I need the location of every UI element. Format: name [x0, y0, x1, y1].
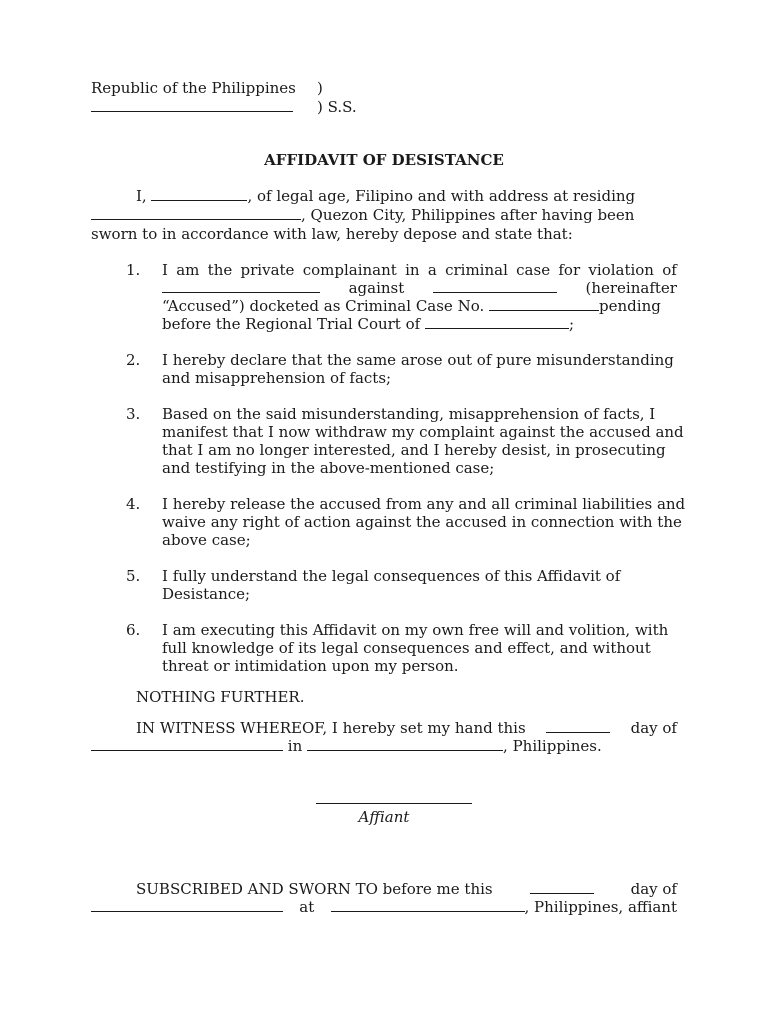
- item-6-line-3: threat or intimidation upon my person.: [162, 657, 459, 675]
- item-number: 5.: [126, 567, 141, 585]
- item-number: 3.: [126, 405, 141, 423]
- item-1-line-4: before the Regional Trial Court of ;: [162, 315, 575, 333]
- item-4-line-3: above case;: [162, 531, 251, 549]
- item-number: 1.: [126, 261, 141, 279]
- witness-place-blank: [307, 737, 503, 751]
- address-blank: [91, 206, 301, 220]
- item-1-line-3: “Accused”) docketed as Criminal Case No. pending: [162, 297, 661, 315]
- item-number: 2.: [126, 351, 141, 369]
- item-1-line-1: I am the private complainant in a criminal case for violation of: [162, 261, 677, 279]
- jurat-line-2: at , Philippines, affiant: [91, 898, 677, 916]
- document-title: AFFIDAVIT OF DESISTANCE: [264, 151, 504, 169]
- name-blank: [151, 187, 247, 201]
- jurat-place-blank: [331, 898, 525, 912]
- witness-day-blank: [546, 719, 610, 733]
- witness-line-1: IN WITNESS WHEREOF, I hereby set my hand this day of: [136, 719, 677, 737]
- affiant-signature-line: [316, 790, 472, 808]
- item-number: 6.: [126, 621, 141, 639]
- witness-month-blank: [91, 737, 283, 751]
- intro-line-2: , Quezon City, Philippines after having been: [91, 206, 634, 224]
- venue-blank: [91, 98, 293, 116]
- court-blank: [425, 315, 569, 329]
- jurat-month-blank: [91, 898, 283, 912]
- accused-blank: [433, 279, 557, 293]
- jurat-line-1: SUBSCRIBED AND SWORN TO before me this day of: [136, 880, 677, 898]
- item-number: 4.: [126, 495, 141, 513]
- item-5-line-1: I fully understand the legal consequences of this Affidavit of: [162, 567, 621, 585]
- intro-line-1: I, , of legal age, Filipino and with address at residing: [136, 187, 636, 205]
- item-5-line-2: Desistance;: [162, 585, 251, 603]
- item-2-line-1: I hereby declare that the same arose out of pure misunderstanding: [162, 351, 674, 369]
- case-number-blank: [489, 297, 599, 311]
- item-3-line-2: manifest that I now withdraw my complaint against the accused and: [162, 423, 684, 441]
- jurat-day-blank: [530, 880, 594, 894]
- item-3-line-1: Based on the said misunderstanding, misapprehension of facts, I: [162, 405, 656, 423]
- item-6-line-2: full knowledge of its legal consequences and effect, and without: [162, 639, 651, 657]
- witness-line-2: in , Philippines.: [91, 737, 602, 755]
- violation-blank: [162, 279, 320, 293]
- item-3-line-3: that I am no longer interested, and I hereby desist, in prosecuting: [162, 441, 666, 459]
- nothing-further: NOTHING FURTHER.: [136, 688, 305, 706]
- item-3-line-4: and testifying in the above-mentioned case;: [162, 459, 495, 477]
- republic-heading: Republic of the Philippines: [91, 79, 296, 97]
- item-6-line-1: I am executing this Affidavit on my own free will and volition, with: [162, 621, 669, 639]
- ss-label: ) S.S.: [317, 98, 357, 116]
- item-4-line-1: I hereby release the accused from any and all criminal liabilities and: [162, 495, 686, 513]
- affiant-label: Affiant: [358, 808, 410, 826]
- intro-line-3: sworn to in accordance with law, hereby depose and state that:: [91, 225, 573, 243]
- item-4-line-2: waive any right of action against the accused in connection with the: [162, 513, 682, 531]
- item-1-line-2: against (hereinafter: [162, 279, 677, 297]
- header-paren: ): [317, 79, 323, 97]
- item-2-line-2: and misapprehension of facts;: [162, 369, 392, 387]
